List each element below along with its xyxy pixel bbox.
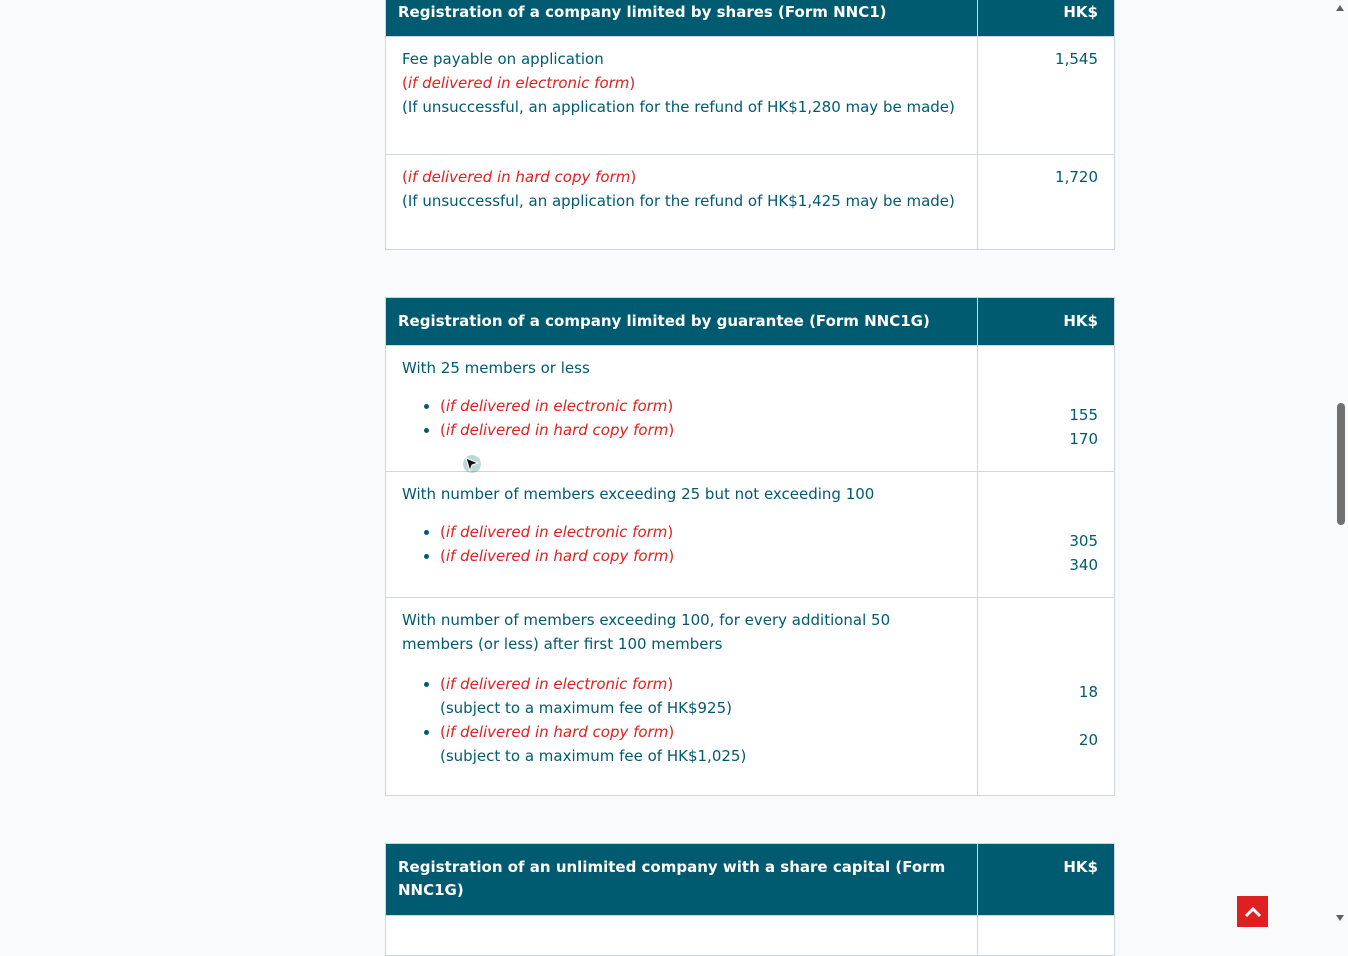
max-fee-note: (subject to a maximum fee of HK$925) <box>440 699 732 717</box>
electronic-form-note: if delivered in electronic form <box>407 74 630 92</box>
fee-description <box>386 598 978 796</box>
fee-lead-text: With number of members exceeding 100, for every additional 50 members (or less) after first 100 members <box>402 611 891 653</box>
table-header-currency: HK$ <box>978 298 1115 346</box>
fee-description <box>386 346 978 472</box>
list-item: • (if delivered in hard copy form) (subject to a maximum fee of HK$1,025) <box>440 720 961 768</box>
table-header-title: Registration of a company limited by guarantee (Form NNC1G) <box>386 298 978 346</box>
scroll-up-icon[interactable] <box>1336 5 1344 11</box>
fee-lead-text: With 25 members or less <box>402 359 590 377</box>
table-row <box>386 598 1115 796</box>
fee-amount: 155 170 <box>978 346 1115 472</box>
back-to-top-button[interactable] <box>1237 896 1268 927</box>
list-item: • (if delivered in hard copy form) <box>440 544 961 568</box>
table-header-title: Registration of an unlimited company with a share capital (Form NNC1G) <box>386 844 978 916</box>
scroll-down-icon[interactable] <box>1336 915 1344 921</box>
fee-lead-text: Fee payable on application <box>402 50 604 68</box>
fee-amount: 1,545 <box>978 37 1115 155</box>
list-item: • (if delivered in electronic form) <box>440 520 961 544</box>
list-item: • (if delivered in electronic form) (subject to a maximum fee of HK$925) <box>440 672 961 720</box>
hard-copy-form-note: if delivered in hard copy form <box>407 168 631 186</box>
table-row <box>386 346 1115 472</box>
table-row <box>386 155 1115 250</box>
vertical-scrollbar[interactable] <box>1333 0 1348 926</box>
table-row <box>386 37 1115 155</box>
chevron-up-icon <box>1244 906 1262 918</box>
fee-lead-text: With number of members exceeding 25 but not exceeding 100 <box>402 485 875 503</box>
refund-note: (If unsuccessful, an application for the refund of HK$1,280 may be made) <box>402 98 955 116</box>
max-fee-note: (subject to a maximum fee of HK$1,025) <box>440 747 747 765</box>
delivery-options <box>402 672 961 768</box>
fee-amount: 18 20 <box>978 598 1115 796</box>
fee-description: (if delivered in hard copy form) (If unsuccessful, an application for the refund of HK$1,425 may be made) <box>386 155 978 250</box>
table-header-currency: HK$ <box>978 844 1115 916</box>
fee-description: Fee payable on application (if delivered in electronic form) (If unsuccessful, an application for the refund of HK$1,280 may be made) <box>386 37 978 155</box>
list-item: • (if delivered in hard copy form) <box>440 418 961 442</box>
fee-amount: 1,720 <box>978 155 1115 250</box>
table-header-currency: HK$ <box>978 0 1115 37</box>
fee-table-unlimited <box>385 843 1115 956</box>
refund-note: (If unsuccessful, an application for the refund of HK$1,425 may be made) <box>402 192 955 210</box>
delivery-options <box>402 394 961 442</box>
list-item: • (if delivered in electronic form) <box>440 394 961 418</box>
fee-table-nnc1g <box>385 297 1115 796</box>
scrollbar-thumb[interactable] <box>1337 403 1345 525</box>
table-header-title: Registration of a company limited by shares (Form NNC1) <box>386 0 978 37</box>
delivery-options <box>402 520 961 568</box>
fee-amount: 305 340 <box>978 472 1115 598</box>
mouse-pointer-icon <box>462 454 484 480</box>
fee-table-nnc1 <box>385 0 1115 250</box>
table-row <box>386 472 1115 598</box>
fee-description <box>386 472 978 598</box>
